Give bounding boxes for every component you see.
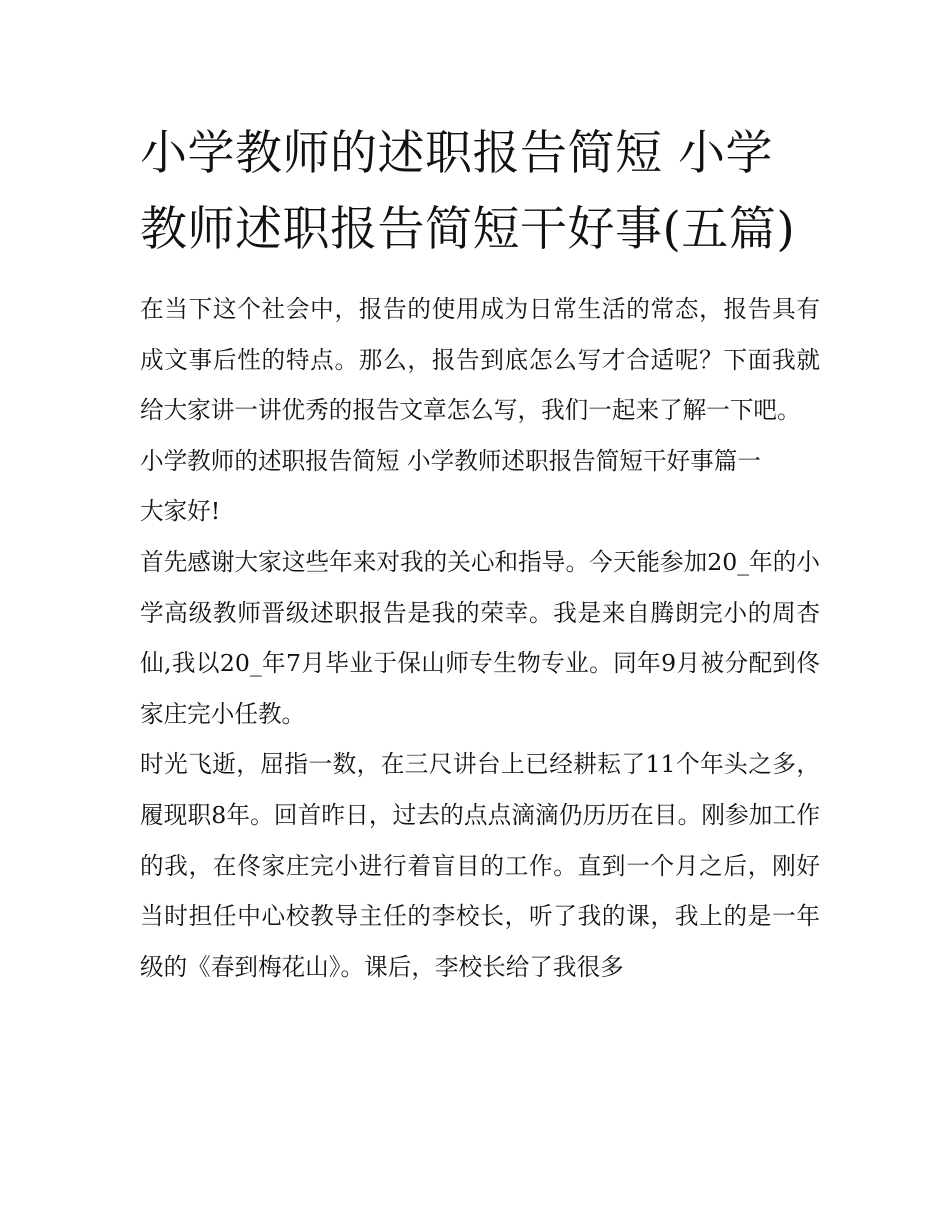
document-content	[140, 116, 820, 992]
greeting-paragraph: 大家好!	[140, 497, 221, 526]
body-paragraph: 时光飞逝，屈指一数，在三尺讲台上已经耕耘了11个年头之多，履现职8年。回首昨日，过去的点点滴滴仍历历在目。刚参加工作的我，在佟家庄完小进行着盲目的工作。直到一个月之后，刚好当时担任中心校教导主任的李校长，听了我的课，我上的是一年级的《春到梅花山》。课后，李校长给了我很多	[140, 750, 820, 981]
intro-paragraph: 在当下这个社会中，报告的使用成为日常生活的常态，报告具有成文事后性的特点。那么，报告到底怎么写才合适呢？下面我就给大家讲一讲优秀的报告文章怎么写，我们一起来了解一下吧。	[140, 295, 820, 425]
section-heading: 小学教师的述职报告简短 小学教师述职报告简短干好事篇一	[140, 446, 761, 475]
document-title: 小学教师的述职报告简短 小学教师述职报告简短干好事(五篇)	[140, 126, 796, 257]
body-paragraph: 首先感谢大家这些年来对我的关心和指导。今天能参加20_年的小学高级教师晋级述职报告是我的荣幸。我是来自腾朗完小的周杏仙,我以20_年7月毕业于保山师专生物专业。同年9月被分配到佟家庄完小任教。	[140, 547, 820, 728]
document-body	[140, 284, 820, 992]
